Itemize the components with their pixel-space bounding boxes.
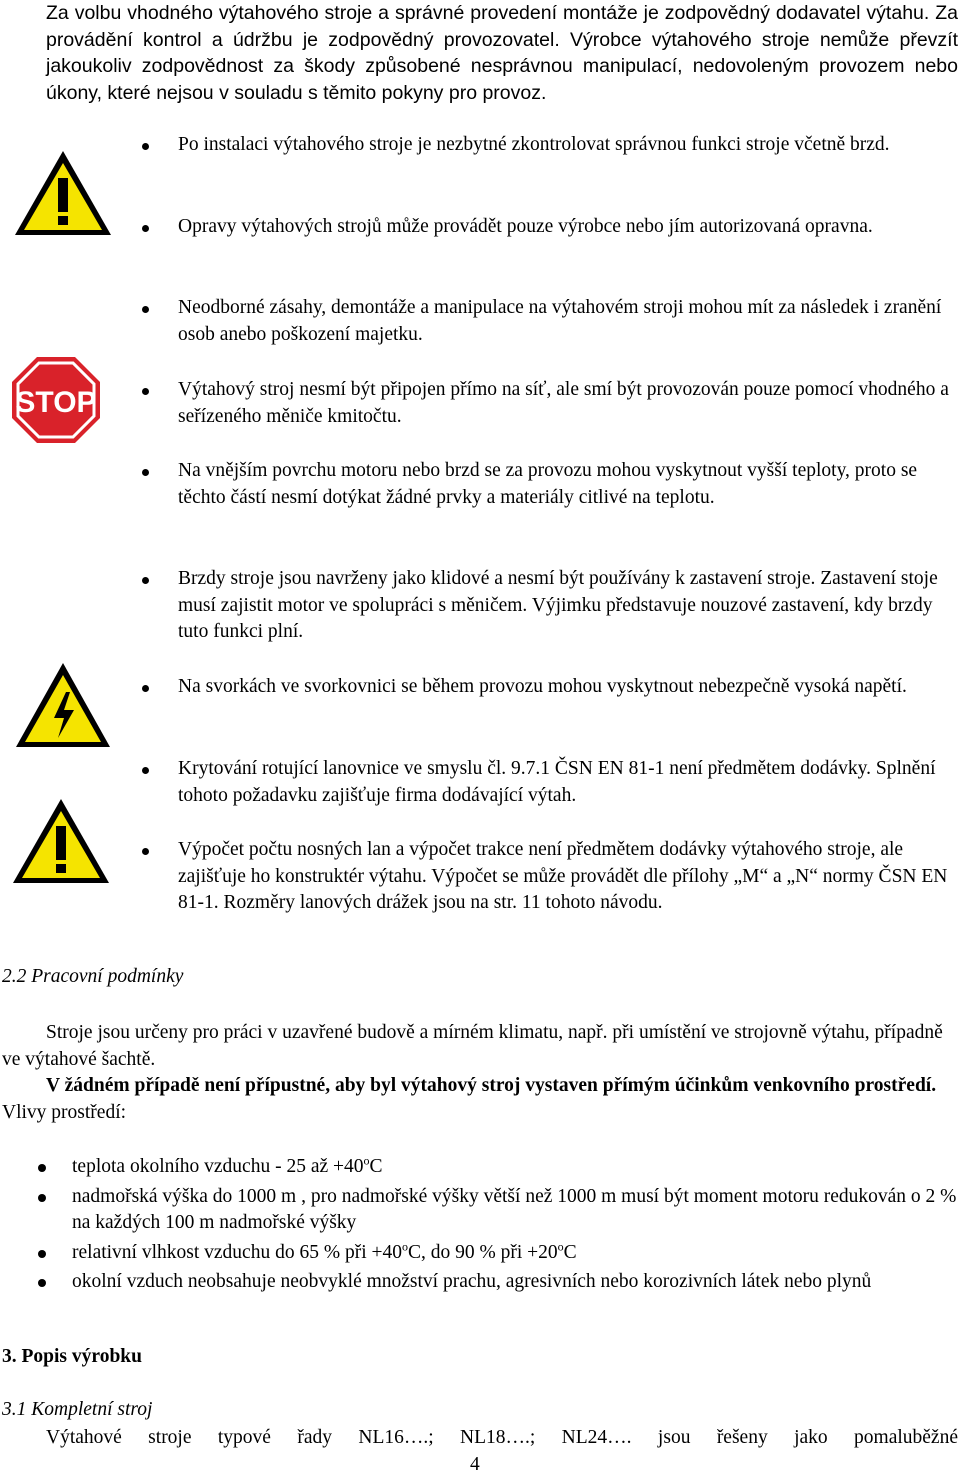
list-item bbox=[2, 1184, 958, 1237]
warning-exclamation-icon bbox=[12, 148, 114, 238]
env-text: teplota okolního vzduchu - 25 až +40 bbox=[72, 1156, 364, 1177]
bullet bbox=[142, 306, 149, 313]
high-voltage-warning-icon bbox=[14, 660, 112, 750]
section-heading-2-2: 2.2 Pracovní podmínky bbox=[2, 966, 184, 987]
stop-sign-icon bbox=[10, 355, 102, 445]
bullet bbox=[142, 685, 149, 692]
list-item-text: Po instalaci výtahového stroje je nezbytné zkontrolovat správnou funkci stroje včetně brzd. bbox=[178, 134, 890, 155]
intro-paragraph bbox=[2, 0, 958, 106]
degree-sup: o bbox=[402, 1239, 408, 1253]
list-item-text: Opravy výtahových strojů může provádět pouze výrobce nebo jím autorizovaná opravna. bbox=[178, 216, 873, 237]
warning-paragraph: V žádném případě není přípustné, aby byl výtahový stroj vystaven přímým účinkům venkovního prostředí. bbox=[46, 1075, 937, 1096]
list-item bbox=[2, 1154, 958, 1181]
env-text: C bbox=[369, 1156, 383, 1177]
stop-sign-text: STOP bbox=[15, 386, 97, 419]
list-item bbox=[2, 1269, 958, 1296]
bullet bbox=[142, 767, 149, 774]
list-item bbox=[2, 1240, 958, 1267]
env-text: relativní vlhkost vzduchu do 65 % při +40 bbox=[72, 1241, 402, 1263]
page-number: 4 bbox=[470, 1454, 480, 1475]
list-item bbox=[140, 458, 958, 511]
bullet bbox=[142, 388, 149, 395]
list-item-text: Krytování rotující lanovnice ve smyslu čl. 9.7.1 ČSN EN 81-1 není předmětem dodávky. Splnění tohoto požadavku zajišťuje firma dodávající výtah. bbox=[178, 758, 936, 806]
bullet bbox=[142, 577, 149, 584]
list-item bbox=[140, 756, 958, 809]
list-item-text: Výtahový stroj nesmí být připojen přímo na síť, ale smí být provozován pouze pomocí vhodného a seřízeného měniče kmitočtu. bbox=[178, 379, 949, 427]
bullet bbox=[142, 143, 149, 150]
bullet bbox=[38, 1194, 46, 1202]
list-item bbox=[140, 837, 958, 917]
list-item bbox=[140, 377, 958, 430]
working-conditions bbox=[2, 1020, 958, 1126]
bullet bbox=[142, 848, 149, 855]
section-heading-3-1: 3.1 Kompletní stroj bbox=[2, 1399, 153, 1420]
env-text: nadmořská výška do 1000 m , pro nadmořské výšky větší než 1000 m musí být moment motoru redukován o 2 % na každých 100 m nadmořské výšky bbox=[72, 1185, 957, 1233]
list-item bbox=[140, 295, 958, 348]
section-3-1-text: Výtahové stroje typové řady NL16….; NL18….; NL24…. jsou řešeny jako pomaluběžné bbox=[46, 1427, 958, 1448]
bullet bbox=[142, 225, 149, 232]
list-item-text: Neodborné zásahy, demontáže a manipulace na výtahovém stroji mohou mít za následek i zranění osob anebo poškození majetku. bbox=[178, 297, 942, 345]
list-item-text: Brzdy stroje jsou navrženy jako klidové a nesmí být používány k zastavení stroje. Zastavení stoje musí zajistit motor ve spolupráci s měničem. Výjimku představuje nouzové zastavení, kdy brzdy tuto funkci plní. bbox=[178, 568, 938, 642]
bullet bbox=[38, 1279, 46, 1287]
list-item bbox=[140, 132, 958, 159]
bullet bbox=[142, 469, 149, 476]
bullet bbox=[38, 1250, 46, 1258]
list-item bbox=[140, 566, 958, 646]
list-item bbox=[140, 674, 958, 701]
env-heading: Vlivy prostředí: bbox=[2, 1101, 127, 1123]
conditions-paragraph: Stroje jsou určeny pro práci v uzavřené budově a mírném klimatu, např. při umístění ve strojovně výtahu, případně ve výtahové šachtě. bbox=[2, 1022, 943, 1070]
list-item-text: Na vnějším povrchu motoru nebo brzd se za provozu mohou vyskytnout vyšší teploty, proto se těchto částí nesmí dotýkat žádné prvky a materiály citlivé na teplotu. bbox=[178, 460, 918, 508]
list-item-text: Výpočet počtu nosných lan a výpočet trakce není předmětem dodávky výtahového stroje, ale zajišťuje ho konstruktér výtahu. Výpočet se může provádět dle přílohy „M“ a „N“ normy ČSN EN 81-1. Rozměry lanových drážek jsou na str. 11 tohoto návodu. bbox=[178, 839, 948, 913]
warning-exclamation-icon-2 bbox=[10, 796, 112, 886]
list-item-text: Na svorkách ve svorkovnici se během provozu mohou vyskytnout nebezpečně vysoká napětí. bbox=[178, 676, 907, 697]
list-item bbox=[140, 214, 958, 241]
intro-text: Za volbu vhodného výtahového stroje a správné provedení montáže je zodpovědný dodavatel výtahu. Za provádění kontrol a údržbu je zodpovědný provozovatel. Výrobce výtahového stroje nemůže převzít jakoukoliv zodpovědnost za škody způsobené nesprávnou manipulací, nedovoleným provozem nebo úkony, které nejsou v souladu s těmito pokyny pro provoz. bbox=[46, 2, 958, 104]
section-heading-3: 3. Popis výrobku bbox=[2, 1346, 142, 1367]
environment-list bbox=[2, 1154, 958, 1299]
env-text: okolní vzduch neobsahuje neobvyklé množství prachu, agresivních nebo korozivních látek nebo plynů bbox=[72, 1271, 872, 1292]
env-text: C bbox=[563, 1241, 577, 1263]
env-text: C, do 90 % při +20 bbox=[408, 1241, 558, 1263]
bullet bbox=[38, 1164, 46, 1172]
degree-sup: o bbox=[557, 1239, 564, 1253]
degree-sup: o bbox=[363, 1153, 370, 1168]
